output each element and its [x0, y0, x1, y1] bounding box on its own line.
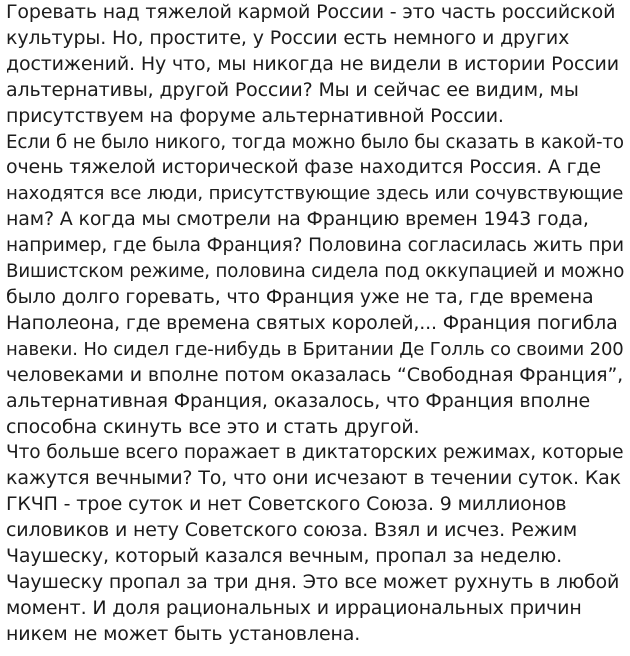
- text-line: присутствуем на форуме альтернативной России.: [6, 104, 504, 127]
- text-line: находятся все люди, присутствующие здесь или сочувствующие: [6, 183, 624, 205]
- text-line: очень тяжелой исторической фазе находится Россия. А где: [6, 156, 601, 179]
- text-line: навеки. Но сидел где-нибудь в Британии Де Голль со своими 200: [6, 338, 624, 360]
- text-line: Чаушеску, который казался вечным, пропал за неделю.: [6, 545, 562, 568]
- text-line: альтернативы, другой России? Мы и сейчас ее видим, мы: [6, 78, 579, 101]
- text-line: Вишистском режиме, половина сидела под оккупацией и можно: [6, 261, 625, 283]
- text-line: никем не может быть установлена.: [6, 622, 361, 645]
- text-line: Наполеона, где времена святых королей,... Франция погибла: [6, 311, 618, 334]
- text-line: альтернативная Франция, оказалось, что Франция вполне: [6, 389, 591, 412]
- text-line: силовиков и нету Советского союза. Взял и исчез. Режим: [6, 519, 578, 542]
- post-text-block: [6, 0, 628, 648]
- text-line: Чаушеску пропал за три дня. Это все может рухнуть в любой: [6, 570, 620, 593]
- text-line: ГКЧП - трое суток и нет Советского Союза. 9 миллионов: [6, 493, 567, 516]
- text-line: было долго горевать, что Франция уже не та, где времена: [6, 285, 594, 308]
- text-line: нам? А когда мы смотрели на Францию времен 1943 года,: [6, 208, 589, 231]
- text-line: способна скинуть все это и стать другой.: [6, 415, 420, 438]
- text-line: Горевать над тяжелой кармой России - это часть российской: [6, 1, 616, 23]
- text-line: например, где была Франция? Половина согласилась жить при: [6, 235, 624, 257]
- text-line: кажутся вечными? То, что они исчезают в течении суток. Как: [6, 467, 621, 490]
- text-line: Если б не было никого, тогда можно было бы сказать в какой-то: [6, 131, 624, 153]
- text-line: культуры. Но, простите, у России есть немного и других: [6, 26, 570, 49]
- text-line: достижений. Ну что, мы никогда не видели в истории России: [6, 52, 619, 75]
- text-line: Что больше всего поражает в диктаторских режимах, которые: [6, 442, 624, 464]
- text-line: человеками и вполне потом оказалась “Свободная Франция”,: [6, 363, 624, 386]
- text-line: момент. И доля рациональных и иррациональных причин: [6, 596, 582, 619]
